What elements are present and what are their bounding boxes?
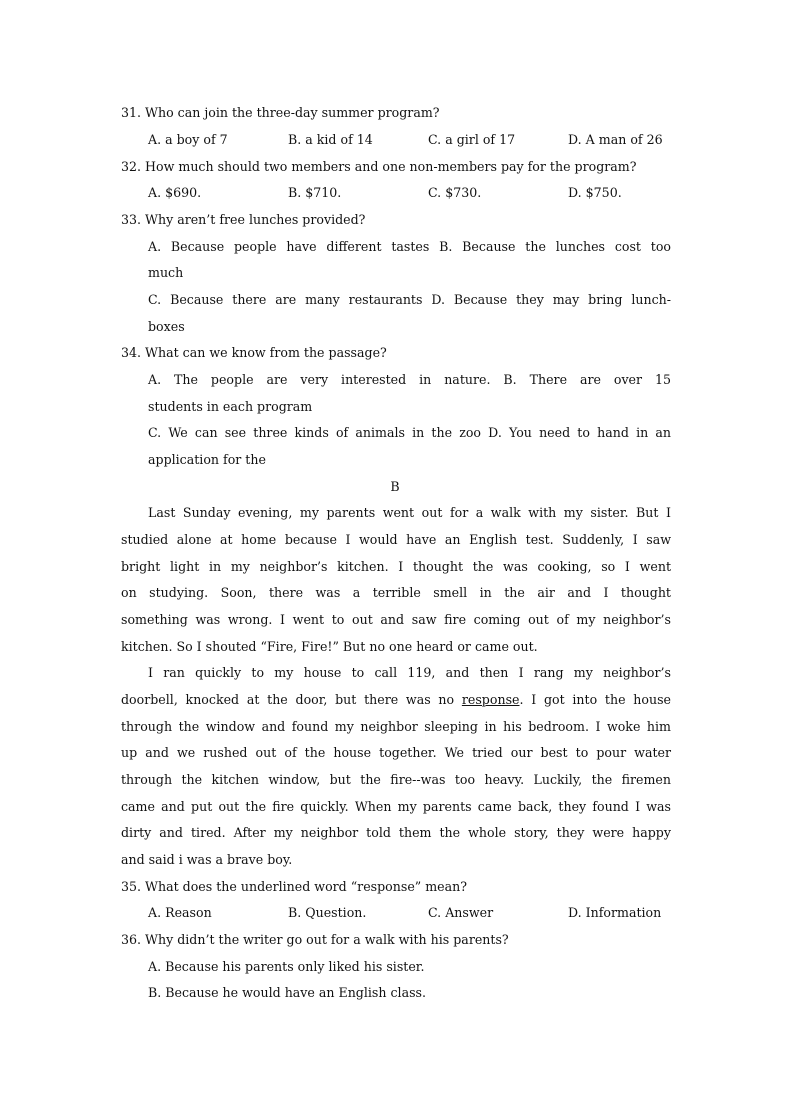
passage-p2-line6: came and put out the fire quickly. When my parents came back, they found I was <box>121 799 671 814</box>
q31-option-d: D. A man of 26 <box>568 132 663 147</box>
q31-option-b: B. a kid of 14 <box>288 132 373 147</box>
passage-p2-line2-before: doorbell, knocked at the door, but there was no <box>121 692 455 707</box>
q33-options-ab-line1: A. Because people have different tastes B. Because the lunches cost too <box>148 239 671 254</box>
q32-option-a: A. $690. <box>148 185 202 200</box>
q35-option-b: B. Question. <box>288 905 367 920</box>
q31-option-c: C. a girl of 17 <box>428 132 516 147</box>
q33-options-cd-line1: C. Because there are many restaurants D. Because they may bring lunch- <box>148 292 671 307</box>
passage-p1-line1: Last Sunday evening, my parents went out for a walk with my sister. But I <box>148 505 671 520</box>
q34-options-ab-line2: students in each program <box>148 399 313 414</box>
q31-option-a: A. a boy of 7 <box>148 132 228 147</box>
passage-p2-line8: and said i was a brave boy. <box>121 852 293 867</box>
passage-p1-line2: studied alone at home because I would have an English test. Suddenly, I saw <box>121 532 671 547</box>
passage-p1-line3: bright light in my neighbor’s kitchen. I thought the was cooking, so I went <box>121 559 671 574</box>
q35-option-a: A. Reason <box>148 905 212 920</box>
question-31: 31. Who can join the three-day summer program? <box>121 105 440 120</box>
q34-options-cd-line2: application for the <box>148 452 266 467</box>
q34-options-cd-line1: C. We can see three kinds of animals in the zoo D. You need to hand in an <box>148 425 671 440</box>
q35-option-c: C. Answer <box>428 905 494 920</box>
passage-p2-line4: up and we rushed out of the house together. We tried our best to pour water <box>121 745 671 760</box>
q32-option-c: C. $730. <box>428 185 482 200</box>
passage-p1-line6: kitchen. So I shouted “Fire, Fire!” But no one heard or came out. <box>121 639 538 654</box>
passage-p2-line2 <box>121 692 671 708</box>
passage-p2-line7: dirty and tired. After my neighbor told them the whole story, they were happy <box>121 825 671 840</box>
question-33: 33. Why aren’t free lunches provided? <box>121 212 366 227</box>
question-35: 35. What does the underlined word “response” mean? <box>121 879 467 894</box>
question-34: 34. What can we know from the passage? <box>121 345 387 360</box>
q32-option-b: B. $710. <box>288 185 342 200</box>
passage-p1-line4: on studying. Soon, there was a terrible smell in the air and I thought <box>121 585 671 600</box>
passage-p2-line1: I ran quickly to my house to call 119, and then I rang my neighbor’s <box>148 665 671 680</box>
q32-option-d: D. $750. <box>568 185 622 200</box>
q36-option-a: A. Because his parents only liked his sister. <box>148 959 425 974</box>
underlined-word: response <box>461 692 520 707</box>
q34-options-ab-line1: A. The people are very interested in nature. B. There are over 15 <box>148 372 671 387</box>
q35-option-d: D. Information <box>568 905 662 920</box>
passage-p2-line5: through the kitchen window, but the fire--was too heavy. Luckily, the firemen <box>121 772 671 787</box>
q33-options-cd-line2: boxes <box>148 319 185 334</box>
question-36: 36. Why didn’t the writer go out for a walk with his parents? <box>121 932 509 947</box>
passage-p2-line2-after: . I got into the house <box>519 692 672 707</box>
section-heading: B <box>390 479 400 494</box>
passage-p2-line3: through the window and found my neighbor sleeping in his bedroom. I woke him <box>121 719 671 734</box>
question-32: 32. How much should two members and one non-members pay for the program? <box>121 159 637 174</box>
q33-options-ab-line2: much <box>148 265 184 280</box>
q36-option-b: B. Because he would have an English class. <box>148 985 427 1000</box>
passage-p1-line5: something was wrong. I went to out and saw fire coming out of my neighbor’s <box>121 612 671 627</box>
